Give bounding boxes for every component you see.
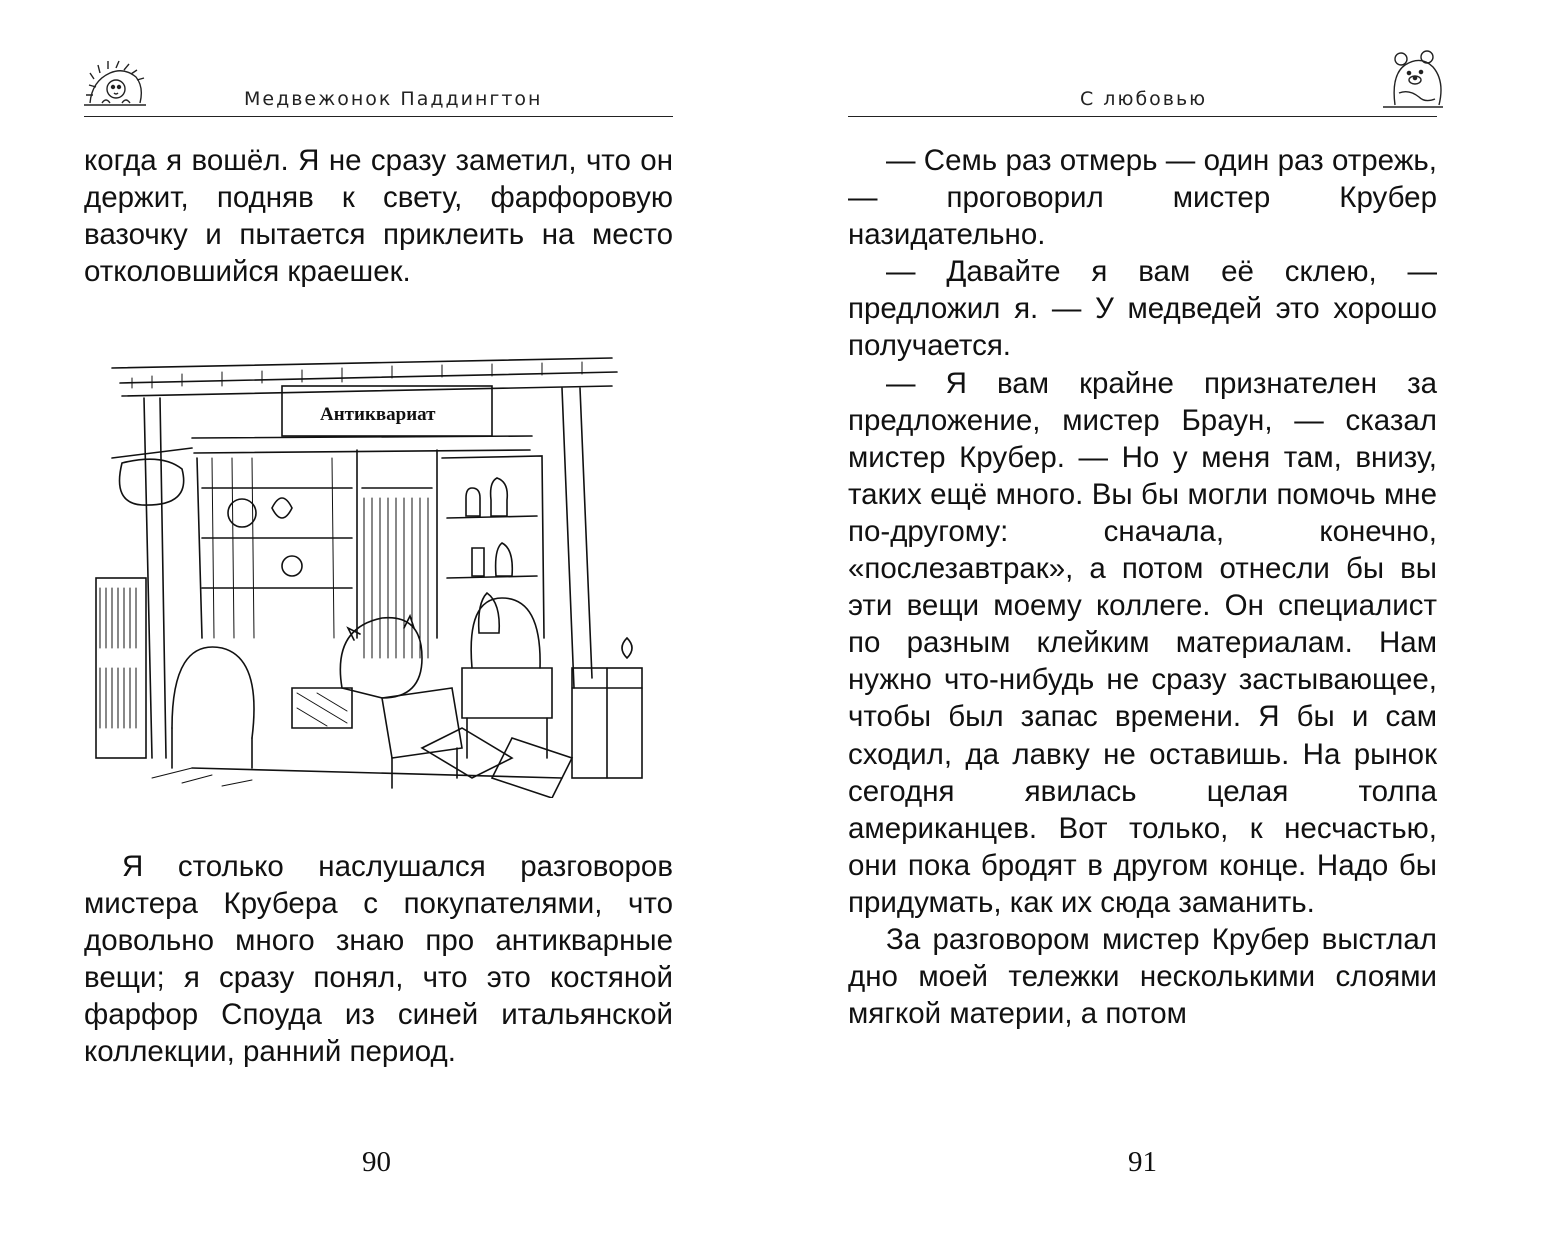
paragraph: Я столько наслушался разговоров мистера Крубера с покупателями, что довольно много знаю про антикварные вещи; я сразу понял, что это костяной фарфор Споуда из синей итальянской коллекции, ранний период.	[84, 850, 673, 1069]
right-header-title: С любовью	[1080, 88, 1208, 110]
antique-shop-illustration	[92, 338, 652, 803]
right-body-text	[848, 142, 1437, 1032]
page-number: 91	[1128, 1146, 1157, 1178]
right-page	[776, 0, 1553, 1248]
left-page	[0, 0, 776, 1248]
paragraph: — Давайте я вам её склею, — предложил я. — У медведей это хорошо получается.	[848, 255, 1437, 363]
right-running-head	[848, 80, 1437, 117]
left-running-head	[84, 80, 673, 117]
paragraph: — Семь раз отмерь — один раз отрежь, — проговорил мистер Крубер назидательно.	[848, 144, 1437, 252]
paragraph: За разговором мистер Крубер выстлал дно моей тележки несколькими слоями мягкой материи, а потом	[848, 922, 1437, 1031]
hedgehog-icon	[84, 59, 146, 114]
left-top-paragraph	[84, 142, 673, 290]
left-bottom-paragraph	[84, 848, 673, 1071]
bear-icon	[1381, 45, 1445, 114]
shop-sign-text: Антиквариат	[320, 404, 436, 425]
paragraph: — Я вам крайне признателен за предложение, мистер Браун, — сказал мистер Крубер. — Но у меня там, внизу, таких ещё много. Вы бы могли помочь мне по-другому: сначала, конечно, «послезавтрак», а потом отнесли бы вы эти вещи моему коллеге. Он специалист по разным клейким материалам. Нам нужно что-нибудь не сразу застывающее, чтобы был запас времени. Я бы и сам сходил, да лавку не оставишь. На рынок сегодня явилась целая толпа американцев. Вот только, к несчастью, они пока бродят в другом конце. Надо бы придумать, как их сюда заманить.	[848, 366, 1437, 919]
page-number: 90	[362, 1146, 391, 1178]
left-header-title: Медвежонок Паддингтон	[244, 88, 543, 110]
paragraph: когда я вошёл. Я не сразу заметил, что он держит, подняв к свету, фарфоровую вазочку и пытается приклеить на место отколовшийся краешек.	[84, 144, 673, 289]
